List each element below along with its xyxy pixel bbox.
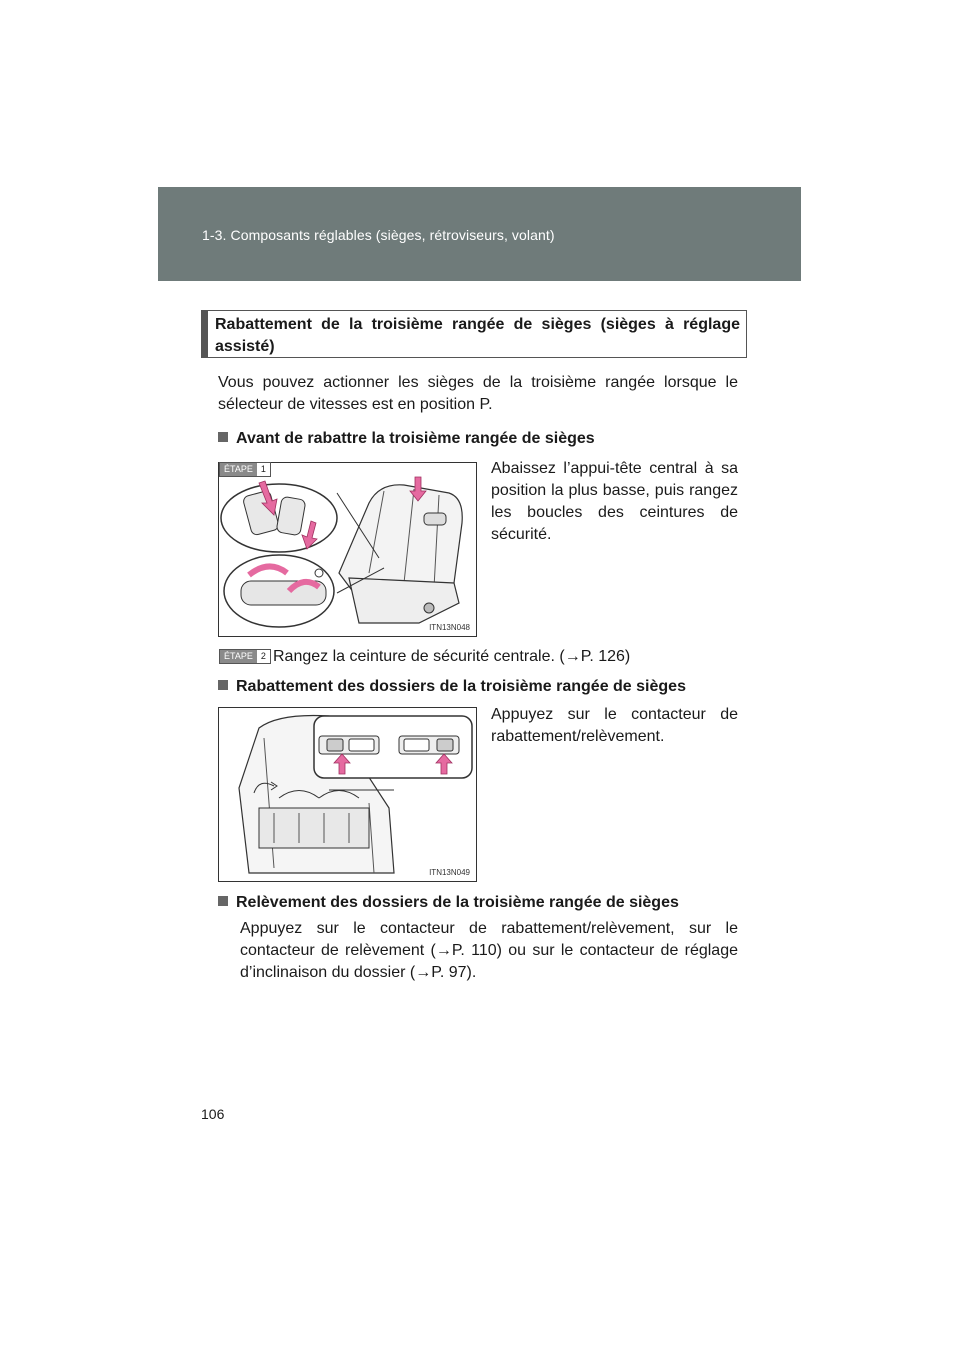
figure-code: ITN13N049 <box>429 868 470 877</box>
sub3-text: Appuyez sur le contacteur de rabattement/relèvement, sur le contacteur de relèvement (→P. 110) ou sur le contacteur de réglage d’inclinaison du dossier (→P. 97). <box>240 920 738 981</box>
breadcrumb: 1-3. Composants réglables (sièges, rétroviseurs, volant) <box>202 227 555 243</box>
subheading-raising-backrests <box>218 892 679 914</box>
step-1-tag <box>219 462 271 477</box>
chapter-header <box>158 187 801 281</box>
figure-cargo-switches <box>218 707 477 882</box>
step-2-tag <box>219 649 271 664</box>
bullet-square-icon <box>218 432 228 442</box>
subheading-before-folding <box>218 428 595 450</box>
page-number: 106 <box>201 1106 225 1122</box>
subheading-folding-backrests <box>218 676 686 698</box>
bullet-square-icon <box>218 896 228 906</box>
subheading-text: Avant de rabattre la troisième rangée de sièges <box>236 430 595 447</box>
subheading-text: Relèvement des dossiers de la troisième rangée de sièges <box>236 894 679 911</box>
intro-paragraph: Vous pouvez actionner les sièges de la troisième rangée lorsque le sélecteur de vitesses est en position P. <box>218 374 738 413</box>
section-title: Rabattement de la troisième rangée de sièges (sièges à réglage assisté) <box>215 316 740 355</box>
subheading-text: Rabattement des dossiers de la troisième rangée de sièges <box>236 678 686 695</box>
step-number: 1 <box>260 464 266 474</box>
bullet-square-icon <box>218 680 228 690</box>
step-number: 2 <box>260 651 266 661</box>
section-title-box <box>201 310 747 358</box>
figure-seat-headrest <box>218 462 477 637</box>
figure-code: ITN13N048 <box>429 623 470 632</box>
step-2-text: Rangez la ceinture de sécurité centrale. (→P. 126) <box>273 648 631 665</box>
step-label: ÉTAPE <box>220 650 257 663</box>
sub2-text: Appuyez sur le contacteur de rabattement/relèvement. <box>491 706 738 745</box>
step-label: ÉTAPE <box>220 463 257 476</box>
step-1-text: Abaissez l’appui-tête central à sa position la plus basse, puis rangez les boucles des ceintures de sécurité. <box>491 460 738 543</box>
